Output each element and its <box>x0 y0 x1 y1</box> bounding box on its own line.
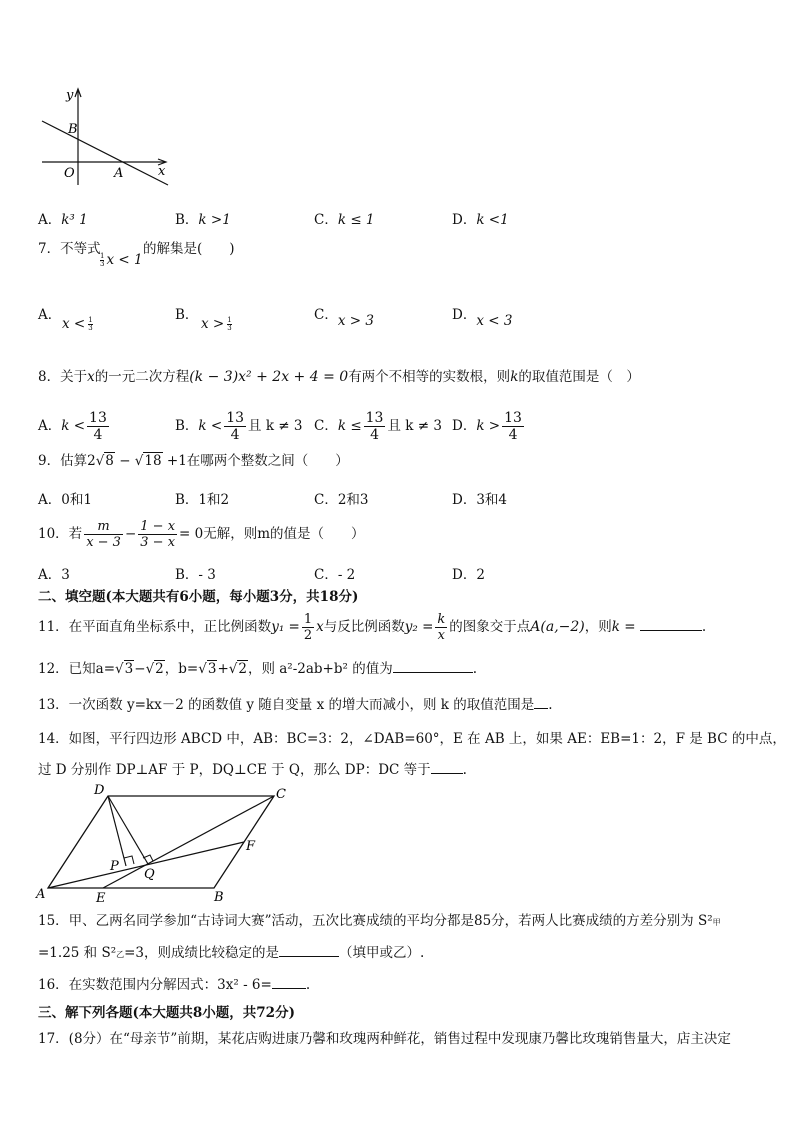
q6-option-b[interactable]: B．k >1 <box>175 212 231 228</box>
q7-option-b-value: x > $\frac{1}{3}$ <box>201 316 232 332</box>
q8-option-c[interactable]: C．k ≤ $\frac{13}{4}$ 且 k ≠ 3 <box>314 410 442 443</box>
q6-option-a[interactable]: A．k³ 1 <box>38 212 88 228</box>
q7-option-b[interactable]: B． <box>175 307 199 323</box>
q7-option-c[interactable]: C．x > 3 <box>314 307 374 329</box>
q13-stem: 13．一次函数 y=kx－2 的函数值 y 随自变量 x 的增大而减小，则 k 的取值范围是 . <box>38 697 553 713</box>
q6-graph-figure <box>30 85 180 190</box>
q13-answer-blank[interactable] <box>534 696 548 709</box>
label-P: P <box>110 859 119 874</box>
label-O: O <box>64 166 75 181</box>
graph-line <box>42 121 168 185</box>
label-B: B <box>68 122 78 137</box>
q7-inequality: $\frac{1}{3}$ x < 1 <box>100 252 143 268</box>
section-3-heading: 三、解下列各题(本大题共8小题，共72分) <box>38 1005 295 1021</box>
q16-answer-blank[interactable] <box>272 976 306 989</box>
q10-option-b[interactable]: B．- 3 <box>175 567 216 583</box>
q11-answer-blank[interactable] <box>640 618 702 631</box>
q9-option-b[interactable]: B．1和2 <box>175 492 230 508</box>
q8-options <box>38 400 738 443</box>
label-x: x <box>158 164 166 179</box>
q7-option-a-value: x < $\frac{1}{3}$ <box>62 316 93 332</box>
q17-stem: 17．(8分）在“母亲节”前期，某花店购进康乃馨和玫瑰两种鲜花，销售过程中发现康乃馨比玫瑰销售量大，店主决定 <box>38 1031 731 1047</box>
q10-option-a[interactable]: A．3 <box>38 567 70 583</box>
q8-option-b[interactable]: B．k < $\frac{13}{4}$ 且 k ≠ 3 <box>175 410 303 443</box>
parallelogram-abcd <box>48 796 274 888</box>
label-Q: Q <box>144 867 155 882</box>
q14-stem-line1: 14．如图，平行四边形 ABCD 中，AB：BC=3：2，∠DAB=60°，E 在 AB 上，如果 AE：EB=1：2，F 是 BC 的中点， <box>38 731 786 747</box>
q10-stem: 10．若 $\frac{m}{x - 3}$ − $\frac{1 - x}{3 - x}$ = 0无解，则m的值是（ ） <box>38 519 365 550</box>
q6-option-c[interactable]: C．k ≤ 1 <box>314 212 375 228</box>
q8-option-d[interactable]: D．k > $\frac{13}{4}$ <box>452 410 522 443</box>
q9-stem: 9．估算2√8 − √18 +1在哪两个整数之间（ ） <box>38 453 349 469</box>
q7-stem: 7．不等式 <box>38 241 101 257</box>
label-A: A <box>36 887 46 902</box>
label-E: E <box>96 891 106 905</box>
label-D: D <box>94 783 105 798</box>
q12-stem: 12．已知a=√3−√2，b=√3+√2，则 a²-2ab+b² 的值为 . <box>38 661 477 677</box>
label-A: A <box>114 166 124 181</box>
q8-option-a[interactable]: A．k < $\frac{13}{4}$ <box>38 410 107 443</box>
q6-option-d[interactable]: D．k <1 <box>452 212 509 228</box>
label-C: C <box>276 787 286 802</box>
q14-answer-blank[interactable] <box>431 761 463 774</box>
q10-option-c[interactable]: C．- 2 <box>314 567 356 583</box>
q7-stem-end: 的解集是( ) <box>143 241 235 257</box>
q7-option-a[interactable]: A． <box>38 307 62 323</box>
q15-stem-line1: 15．甲、乙两名同学参加“古诗词大赛”活动，五次比赛成绩的平均分都是85分，若两人比赛成绩的方差分别为 S²甲 <box>38 913 721 929</box>
label-B: B <box>214 890 224 905</box>
segment-dp <box>108 796 126 866</box>
segment-dq <box>108 796 148 864</box>
q10-option-d[interactable]: D．2 <box>452 567 485 583</box>
label-F: F <box>246 839 256 854</box>
section-2-heading: 二、填空题(本大题共有6小题，每小题3分，共18分) <box>38 589 359 605</box>
q9-option-a[interactable]: A．0和1 <box>38 492 92 508</box>
q7-option-d[interactable]: D．x < 3 <box>452 307 513 329</box>
q9-option-d[interactable]: D．3和4 <box>452 492 508 508</box>
q9-option-c[interactable]: C．2和3 <box>314 492 369 508</box>
q11-stem: 11．在平面直角坐标系中，正比例函数y₁ = $\frac{1}{2}$ x与反比例函数y₂ = $\frac{k}{x}$ 的图象交于点A(a,−2)，则k = . <box>38 612 707 643</box>
q15-answer-blank[interactable] <box>279 944 339 957</box>
q8-stem: 8．关于x的一元二次方程(k − 3)x² + 2x + 4 = 0有两个不相等的实数根，则k的取值范围是（ ） <box>38 369 640 385</box>
q16-stem: 16．在实数范围内分解因式：3x² - 6= . <box>38 977 311 993</box>
q12-answer-blank[interactable] <box>393 660 473 673</box>
q15-stem-line2: =1.25 和 S²乙=3，则成绩比较稳定的是 （填甲或乙）. <box>38 945 425 961</box>
label-y: y <box>66 88 74 103</box>
q7-fraction: $\frac{1}{3}$ <box>100 252 105 268</box>
q14-stem-line2: 过 D 分别作 DP⊥AF 于 P，DQ⊥CE 于 Q，那么 DP：DC 等于 . <box>38 762 467 778</box>
q14-parallelogram-figure <box>30 780 300 905</box>
